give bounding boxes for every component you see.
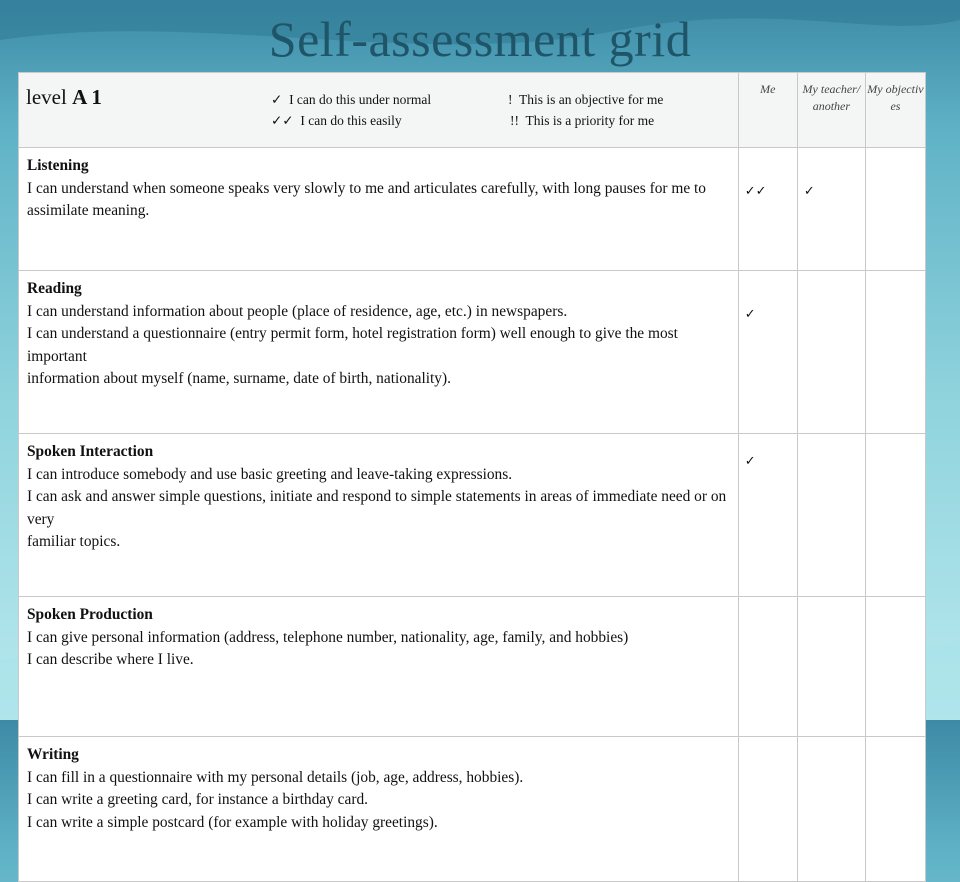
mark-teacher[interactable] <box>797 597 865 737</box>
mark-teacher[interactable] <box>797 271 865 434</box>
skill-descriptor: I can fill in a questionnaire with my personal details (job, age, address, hobbies). <box>27 768 524 786</box>
table-row <box>19 148 926 271</box>
skill-descriptor: I can write a simple postcard (for example with holiday greetings). <box>27 813 438 831</box>
level-label <box>26 85 102 110</box>
mark-me[interactable] <box>738 597 797 737</box>
table-row <box>19 434 926 597</box>
mark-teacher[interactable] <box>797 434 865 597</box>
legend-text: I can do this under normal <box>289 92 432 107</box>
legend-item-easily <box>271 113 402 129</box>
table-row <box>19 597 926 737</box>
mark-objective[interactable] <box>865 148 925 271</box>
skill-title: Listening <box>27 157 89 174</box>
legend-text: This is an objective for me <box>519 92 664 107</box>
double-exclamation-icon: !! <box>510 113 519 128</box>
mark-objective[interactable] <box>865 271 925 434</box>
skill-descriptor: I can understand when someone speaks very slowly to me and articulates carefully, with long pauses for me to assimilate meaning. <box>27 179 706 219</box>
skill-descriptor: I can understand a questionnaire (entry permit form, hotel registration form) well enough to give the most important <box>27 325 678 365</box>
legend-text: This is a priority for me <box>525 113 655 128</box>
skill-cell-listening <box>19 148 739 271</box>
skill-cell-reading <box>19 271 739 434</box>
mark-objective[interactable] <box>865 434 925 597</box>
level-value: A 1 <box>72 85 102 109</box>
skill-title: Writing <box>27 746 79 763</box>
header-cell <box>19 73 739 148</box>
mark-me[interactable]: ✓ <box>738 434 797 597</box>
skill-title: Spoken Production <box>27 606 153 623</box>
skill-descriptor: I can introduce somebody and use basic greeting and leave-taking expressions. <box>27 465 513 483</box>
double-check-icon: ✓✓ <box>271 113 294 128</box>
skill-descriptor: I can ask and answer simple questions, initiate and respond to simple statements in areas of immediate need or on very <box>27 488 727 528</box>
mark-teacher[interactable] <box>797 737 865 882</box>
mark-teacher[interactable]: ✓ <box>797 148 865 271</box>
skill-cell-spoken-interaction <box>19 434 739 597</box>
header-row <box>19 73 926 148</box>
skill-cell-writing <box>19 737 739 882</box>
skill-title: Spoken Interaction <box>27 443 154 460</box>
check-icon: ✓ <box>271 92 283 107</box>
legend-text: I can do this easily <box>300 113 402 128</box>
legend-item-normal <box>271 92 431 108</box>
legend-item-priority <box>510 113 654 129</box>
assessment-table <box>18 72 926 882</box>
column-header-objectives: My objectiv es <box>865 73 925 148</box>
mark-me[interactable] <box>738 737 797 882</box>
table-row <box>19 271 926 434</box>
mark-objective[interactable] <box>865 597 925 737</box>
skill-descriptor: I can write a greeting card, for instance a birthday card. <box>27 791 368 808</box>
page-title: Self-assessment grid <box>268 11 692 67</box>
mark-objective[interactable] <box>865 737 925 882</box>
column-header-me: Me <box>738 73 797 148</box>
skill-descriptor: I can give personal information (address, telephone number, nationality, age, family, and hobbies) <box>27 628 629 646</box>
legend-item-objective <box>508 92 663 108</box>
skill-descriptor: I can describe where I live. <box>27 651 194 668</box>
skill-descriptor: I can understand information about people (place of residence, age, etc.) in newspapers. <box>27 302 568 320</box>
exclamation-icon: ! <box>508 92 513 107</box>
level-prefix: level <box>26 85 67 109</box>
mark-me[interactable]: ✓✓ <box>738 148 797 271</box>
column-header-teacher: My teacher/ another <box>797 73 865 148</box>
skill-title: Reading <box>27 280 82 297</box>
mark-me[interactable]: ✓ <box>738 271 797 434</box>
table-row <box>19 737 926 882</box>
skill-descriptor: information about myself (name, surname, date of birth, nationality). <box>27 370 451 387</box>
skill-cell-spoken-production <box>19 597 739 737</box>
skill-descriptor: familiar topics. <box>27 533 121 550</box>
